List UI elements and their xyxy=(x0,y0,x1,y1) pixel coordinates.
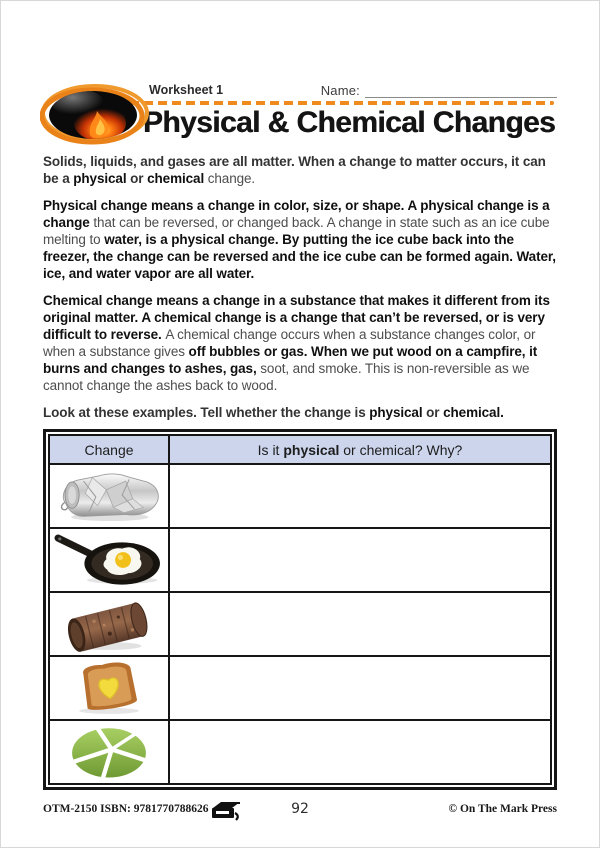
name-field xyxy=(321,83,557,98)
physical-change-paragraph xyxy=(43,197,557,282)
instructions-text: Look at these examples. Tell whether the change is xyxy=(43,405,370,420)
examples-table xyxy=(43,429,557,790)
broken-green-plate-image xyxy=(51,723,167,781)
physical-keyword: physical xyxy=(369,405,423,420)
instructions-line xyxy=(43,404,557,421)
crushed-can-image xyxy=(51,467,167,525)
table-row xyxy=(49,528,551,592)
table-header-row xyxy=(49,435,551,464)
question-text: or chemical? Why? xyxy=(339,441,463,458)
table-row xyxy=(49,720,551,784)
table-row xyxy=(49,656,551,720)
physical-detail: that can be reversed, or changed back. A change in state such as an ice cube melting to xyxy=(43,215,550,247)
toast-heart-butter-image xyxy=(51,659,167,717)
column-header-question xyxy=(169,435,551,464)
table-row xyxy=(49,592,551,656)
intro-paragraph xyxy=(43,153,557,187)
physical-definition: Physical change means a change in color, size, or shape. A physical change is a change xyxy=(43,198,550,230)
chemical-keyword: chemical xyxy=(147,171,205,186)
table-row xyxy=(49,464,551,528)
physical-keyword: physical xyxy=(73,171,127,186)
chemical-keyword: chemical. xyxy=(443,405,504,420)
intro-text: change. xyxy=(204,171,256,186)
chemical-definition: Chemical change means a change in a substance that makes it different from its original matter. A chemical change is a change that can’t be reversed, or is very difficult to reverse. xyxy=(43,293,550,342)
isbn-text: OTM-2150 ISBN: 9781770788626 xyxy=(43,803,209,815)
intro-text: or xyxy=(126,171,148,186)
answer-cell[interactable] xyxy=(169,528,551,592)
change-image-cell xyxy=(49,656,169,720)
change-image-cell xyxy=(49,528,169,592)
chemical-example-end: soot, and smoke. This is non-reversible as we cannot change the ashes back to wood. xyxy=(43,361,530,393)
intro-text: Solids, liquids, and gases are all matter. When a change to matter occurs, it can be a xyxy=(43,154,546,186)
chemical-example: off bubbles or gas. When we put wood on a campfire, it burns and changes to ashes, gas, xyxy=(43,344,538,376)
page-header xyxy=(0,0,600,140)
page-title: Physical & Chemical Changes xyxy=(142,106,556,139)
answer-cell[interactable] xyxy=(169,464,551,528)
change-image-cell xyxy=(49,592,169,656)
answer-cell[interactable] xyxy=(169,592,551,656)
change-image-cell xyxy=(49,720,169,784)
campfire-logo-icon xyxy=(40,83,150,147)
physical-keyword: physical xyxy=(283,441,340,458)
chemical-change-paragraph xyxy=(43,292,557,394)
worksheet-label: Worksheet 1 xyxy=(149,83,224,97)
frying-pan-fried-egg-image xyxy=(51,531,167,589)
column-header-change: Change xyxy=(49,435,169,464)
answer-cell[interactable] xyxy=(169,656,551,720)
instructions-text: or xyxy=(422,405,444,420)
name-blank-line[interactable] xyxy=(365,84,557,98)
dashed-divider xyxy=(130,101,554,105)
physical-example: water, is a physical change. By putting the ice cube back into the freezer, the change can be reversed and the ice cube can be formed again. Water, ice, and water vapor are all water. xyxy=(43,232,556,281)
page-footer xyxy=(43,799,557,821)
question-text: Is it xyxy=(257,441,284,458)
rusty-can-image xyxy=(51,595,167,653)
answer-cell[interactable] xyxy=(169,720,551,784)
page-number: 92 xyxy=(291,801,309,817)
chemical-detail: A chemical change occurs when a substance changes color, or when a substance gives xyxy=(43,327,536,359)
copyright-text: © On The Mark Press xyxy=(448,803,557,815)
change-image-cell xyxy=(49,464,169,528)
name-label: Name: xyxy=(320,83,360,98)
